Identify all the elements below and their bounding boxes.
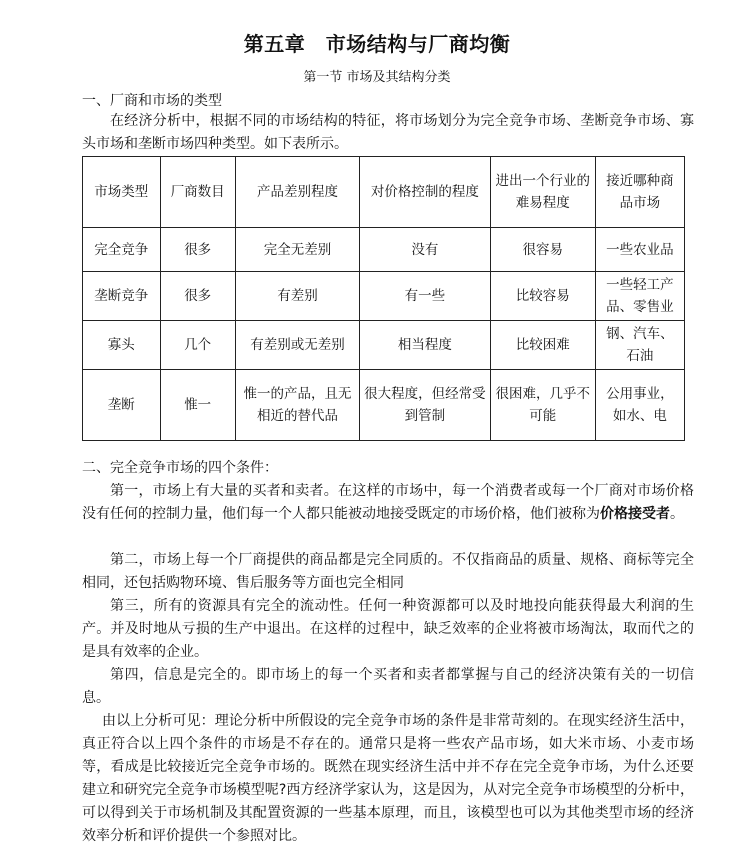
table-cell: 有差别 [235, 272, 359, 321]
chapter-title: 第五章 市场结构与厂商均衡 [243, 32, 511, 56]
section-title: 第一节 市场及其结构分类 [303, 70, 451, 85]
table-row [83, 321, 685, 370]
table-cell: 寡头 [83, 321, 161, 370]
table-cell: 相当程度 [360, 321, 491, 370]
table-cell: 很容易 [490, 228, 595, 272]
table-header-cell: 产品差别程度 [235, 157, 359, 228]
table-cell: 没有 [360, 228, 491, 272]
table-cell: 很多 [160, 272, 235, 321]
condition-4-paragraph: 第四，信息是完全的。即市场上的每一个买者和卖者都掌握与自己的经济决策有关的一切信息。 [82, 667, 694, 706]
table-cell: 比较容易 [490, 272, 595, 321]
table-cell: 很多 [160, 228, 235, 272]
price-taker-term: 价格接受者 [600, 506, 670, 522]
condition-1-text: 第一，市场上有大量的买者和卖者。在这样的市场中，每一个消费者或每一个厂商对市场价格没有任何的控制力量，他们每一个人都只能被动地接受既定的市场价格，他们被称为 [82, 483, 694, 522]
table-row [83, 228, 685, 272]
table-header-cell: 对价格控制的程度 [360, 157, 491, 228]
table-header-cell: 接近哪种商品市场 [595, 157, 684, 228]
table-cell: 一些农业品 [595, 228, 684, 272]
table-row [83, 272, 685, 321]
table-header-cell: 进出一个行业的难易程度 [490, 157, 595, 228]
table-cell: 比较困难 [490, 321, 595, 370]
table-cell: 几个 [160, 321, 235, 370]
condition-3-paragraph: 第三，所有的资源具有完全的流动性。任何一种资源都可以及时地投向能获得最大利润的生产。并及时地从亏损的生产中退出。在这样的过程中，缺乏效率的企业将被市场淘汰，取而代之的是具有效率的企业。 [82, 598, 694, 660]
condition-1-end: 。 [670, 506, 684, 522]
condition-1-paragraph [82, 480, 694, 526]
table-cell: 惟一的产品，且无相近的替代品 [235, 370, 359, 441]
table-header-cell: 厂商数目 [160, 157, 235, 228]
table-cell: 钢、汽车、石油 [595, 321, 684, 370]
table-cell: 惟一 [160, 370, 235, 441]
intro-paragraph: 在经济分析中，根据不同的市场结构的特征，将市场划分为完全竞争市场、垄断竞争市场、寡头市场和垄断市场四种类型。如下表所示。 [82, 113, 694, 152]
table-header-row [83, 157, 685, 228]
market-structure-table [82, 156, 685, 441]
table-cell: 一些轻工产品、零售业 [595, 272, 684, 321]
table-header-cell: 市场类型 [83, 157, 161, 228]
table-cell: 公用事业，如水、电 [595, 370, 684, 441]
table-cell: 有差别或无差别 [235, 321, 359, 370]
table-cell: 垄断 [83, 370, 161, 441]
table-cell: 很困难，几乎不可能 [490, 370, 595, 441]
table-cell: 很大程度，但经常受到管制 [360, 370, 491, 441]
conclusion-paragraph: 由以上分析可见：理论分析中所假设的完全竞争市场的条件是非常苛刻的。在现实经济生活中，真正符合以上四个条件的市场是不存在的。通常只是将一些农产品市场，如大米市场、小麦市场等，看成是比较接近完全竞争市场的。既然在现实经济生活中并不存在完全竞争市场，为什么还要建立和研究完全竞争市场模型呢?西方经济学家认为，这是因为，从对完全竞争市场模型的分析中，可以得到关于市场机制及其配置资源的一些基本原理，而且，该模型也可以为其他类型市场的经济效率分析和评价提供一个参照对比。 [82, 713, 694, 844]
condition-2-paragraph: 第二，市场上每一个厂商提供的商品都是完全同质的。不仅指商品的质量、规格、商标等完全相同，还包括购物环境、售后服务等方面也完全相同 [82, 552, 694, 591]
heading-perfect-competition-conditions: 二、完全竞争市场的四个条件： [82, 460, 278, 476]
table-cell: 完全无差别 [235, 228, 359, 272]
table-cell: 有一些 [360, 272, 491, 321]
table-cell: 垄断竞争 [83, 272, 161, 321]
table-cell: 完全竞争 [83, 228, 161, 272]
table-row [83, 370, 685, 441]
heading-market-types: 一、厂商和市场的类型 [82, 93, 222, 109]
